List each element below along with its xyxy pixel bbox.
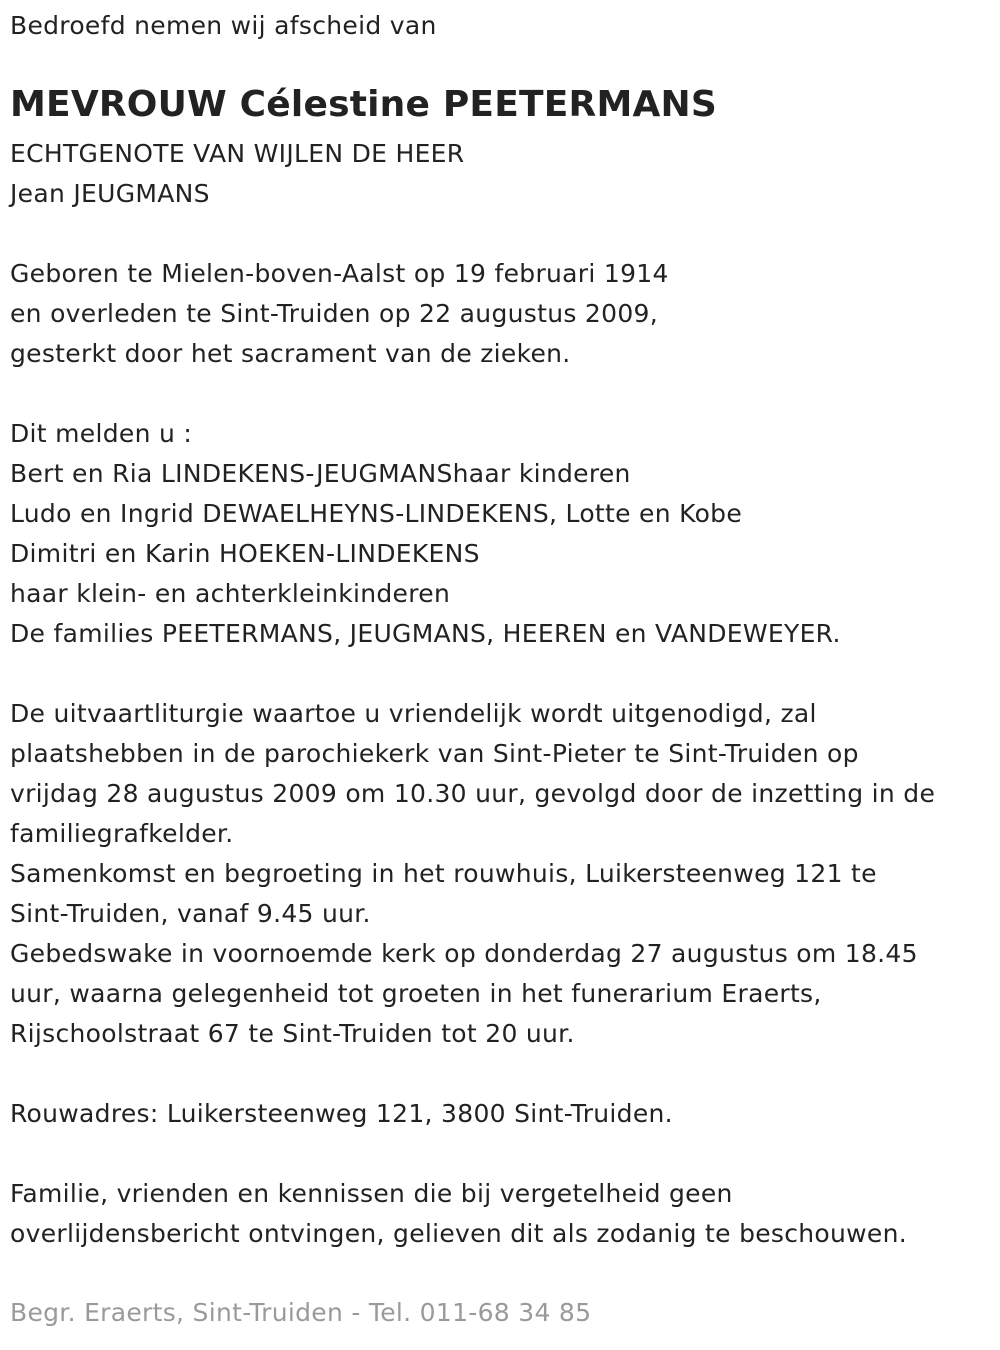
mourning-address: Rouwadres: Luikersteenweg 121, 3800 Sint-Truiden. [10,1099,673,1128]
deceased-name: MEVROUW Célestine PEETERMANS [10,84,718,125]
notice-line: Familie, vrienden en kennissen die bij vergetelheid geen [10,1179,733,1208]
intro-text: Bedroefd nemen wij afscheid van [10,11,437,40]
notice-line: overlijdensbericht ontvingen, gelieven dit als zodanig te beschouwen. [10,1219,907,1248]
family-line: Dit melden u : [10,419,193,448]
ceremony-line: Rijschoolstraat 67 te Sint-Truiden tot 20 uur. [10,1019,575,1048]
birth-death-line: gesterkt door het sacrament van de zieken. [10,339,571,368]
ceremony-line: De uitvaartliturgie waartoe u vriendelijk wordt uitgenodigd, zal [10,699,817,728]
ceremony-line: Gebedswake in voornoemde kerk op donderdag 27 augustus om 18.45 [10,939,918,968]
ceremony-line: vrijdag 28 augustus 2009 om 10.30 uur, gevolgd door de inzetting in de [10,779,936,808]
ceremony-line: plaatshebben in de parochiekerk van Sint-Pieter te Sint-Truiden op [10,739,859,768]
ceremony-line: Samenkomst en begroeting in het rouwhuis, Luikersteenweg 121 te [10,859,877,888]
family-line: De families PEETERMANS, JEUGMANS, HEEREN en VANDEWEYER. [10,619,841,648]
spouse-name: Jean JEUGMANS [10,179,210,208]
ceremony-line: Sint-Truiden, vanaf 9.45 uur. [10,899,371,928]
birth-death-line: Geboren te Mielen-boven-Aalst op 19 februari 1914 [10,259,669,288]
family-line: Bert en Ria LINDEKENS-JEUGMANShaar kinderen [10,459,631,488]
funeral-home-footer: Begr. Eraerts, Sint-Truiden - Tel. 011-68 34 85 [10,1298,592,1327]
spouse-line: ECHTGENOTE VAN WIJLEN DE HEER [10,139,465,168]
family-line: Dimitri en Karin HOEKEN-LINDEKENS [10,539,480,568]
birth-death-line: en overleden te Sint-Truiden op 22 augustus 2009, [10,299,658,328]
ceremony-line: familiegrafkelder. [10,819,234,848]
family-line: Ludo en Ingrid DEWAELHEYNS-LINDEKENS, Lotte en Kobe [10,499,743,528]
family-line: haar klein- en achterkleinkinderen [10,579,451,608]
ceremony-line: uur, waarna gelegenheid tot groeten in het funerarium Eraerts, [10,979,822,1008]
